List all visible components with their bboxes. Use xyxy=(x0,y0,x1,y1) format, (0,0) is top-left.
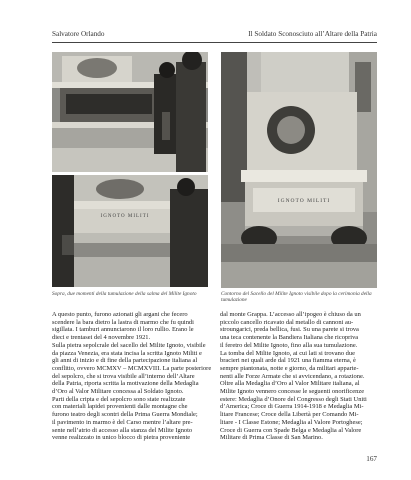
body-line: una teca contenente la Bandiera Italiana che ricopriva xyxy=(220,334,359,342)
body-line: Sulla pietra sepolcrale del sacello del Milite Ignoto, visibile xyxy=(52,341,206,349)
photo-ceremony-bottom-image xyxy=(52,175,208,287)
body-line: furono teatro degli scontri della Prima Guerra Mondiale; xyxy=(52,411,198,419)
body-line: litare Francese; Croce della Libertà per Comando Mi- xyxy=(220,411,359,419)
body-line: da piazza Venezia, era stata incisa la scritta Ignoto Militi e xyxy=(52,349,202,357)
body-line: gli anni di inizio e di fine della partecipazione italiana al xyxy=(52,357,198,365)
body-line: litare - I Classe Estone; Medaglia al Valore Portoghese; xyxy=(220,418,363,426)
body-line: bracieri nei quali arde dal 1921 una fiamma eterna, è xyxy=(220,357,356,365)
body-line: Milite Ignoto vennero concesse le seguenti onorificenze xyxy=(220,388,365,396)
photo-sacello-after-inscription: IGNOTO MILITI xyxy=(277,198,331,204)
body-line: con materiali lapidei provenienti dalle montagne che xyxy=(52,403,188,411)
body-line: il pavimento in marmo è del Carso mentre l’altare pre- xyxy=(52,418,193,426)
body-line: Oltre alla Medaglia d’Oro al Valor Militare italiana, al xyxy=(220,380,360,388)
body-line: d’America; Croce di Guerra 1914-1918 e Medaglia Mi- xyxy=(220,403,364,411)
body-line: stroungarici, preda bellica, fusi. Su una parete si trova xyxy=(220,326,359,334)
body-column-left xyxy=(52,311,214,442)
body-line: venne realizzato in unico blocco di pietra proveniente xyxy=(52,434,191,442)
photo-sacello-after-image xyxy=(221,52,377,288)
header-author: Salvatore Orlando xyxy=(52,30,105,38)
body-line: del sepolcro, che si trova visibile all’interno dell’Altare xyxy=(52,372,195,380)
body-line: Parti della cripta e del sepolcro sono state realizzate xyxy=(52,395,186,403)
photo-ceremony-bottom xyxy=(52,175,208,287)
body-line: piccolo cancello ricavato dal metallo di cannoni au- xyxy=(220,318,354,326)
body-line: A questo punto, furono azionati gli argani che fecero xyxy=(52,311,188,318)
caption-right-line: Contorno del Sacello del Milite Ignoto visibile dopo la cerimonia della xyxy=(221,291,372,297)
body-line: La tomba del Milite Ignoto, ai cui lati si trovano due xyxy=(220,349,355,357)
body-line: Croce di Guerra con Spade Belga e Medaglia al Valore xyxy=(220,426,362,434)
body-line: scendere la bara dietro la lastra di marmo che fu quindi xyxy=(52,318,194,326)
running-header xyxy=(52,30,377,42)
body-column-right xyxy=(220,311,380,442)
body-line: dieci e trentasei del 4 novembre 1921. xyxy=(52,334,151,342)
caption-right-line: tumulazione xyxy=(221,297,247,304)
body-line: della Patria, riporta scritta la motivazione della Medaglia xyxy=(52,380,199,388)
photo-sacello-after xyxy=(221,52,377,288)
photo-ceremony-top xyxy=(52,52,208,172)
header-rule xyxy=(52,42,377,43)
header-title: Il Soldato Sconosciuto all’Altare della Patria xyxy=(248,30,377,38)
body-line: Militare di Prima Classe di San Marino. xyxy=(220,434,323,442)
page-number: 167 xyxy=(366,455,377,463)
body-line: nenti alle Forze Armate che si avvicendano, a rotazione. xyxy=(220,372,365,380)
body-line: il feretro del Milite Ignoto, fino alla sua tumulazione. xyxy=(220,341,358,349)
body-line: sigillata. I tamburi annunciarono il loro rullio. Erano le xyxy=(52,326,194,334)
body-line: sempre piantonata, notte e giorno, da militari apparte- xyxy=(220,364,359,372)
body-line: estere: Medaglia d’Onore del Congresso degli Stati Uniti xyxy=(220,395,367,403)
caption-right xyxy=(221,291,379,304)
body-line: conflitto, ovvero MCMXV – MCMXVIII. La parte posteriore xyxy=(52,364,212,372)
body-line: dal monte Grappa. L’accesso all’ipogeo è chiuso da un xyxy=(220,311,361,318)
body-line: sente nell’atrio di accesso alla stanza del Milite Ignoto xyxy=(52,426,193,434)
photo-ceremony-bottom-inscription: IGNOTO MILITI xyxy=(100,214,150,219)
caption-left: Sopra, due momenti della tumulazione della salma del Milite Ignoto xyxy=(52,291,197,297)
body-line: d’Oro al Valor Militare concessa al Soldato Ignoto. xyxy=(52,388,184,396)
photo-ceremony-top-image xyxy=(52,52,208,172)
